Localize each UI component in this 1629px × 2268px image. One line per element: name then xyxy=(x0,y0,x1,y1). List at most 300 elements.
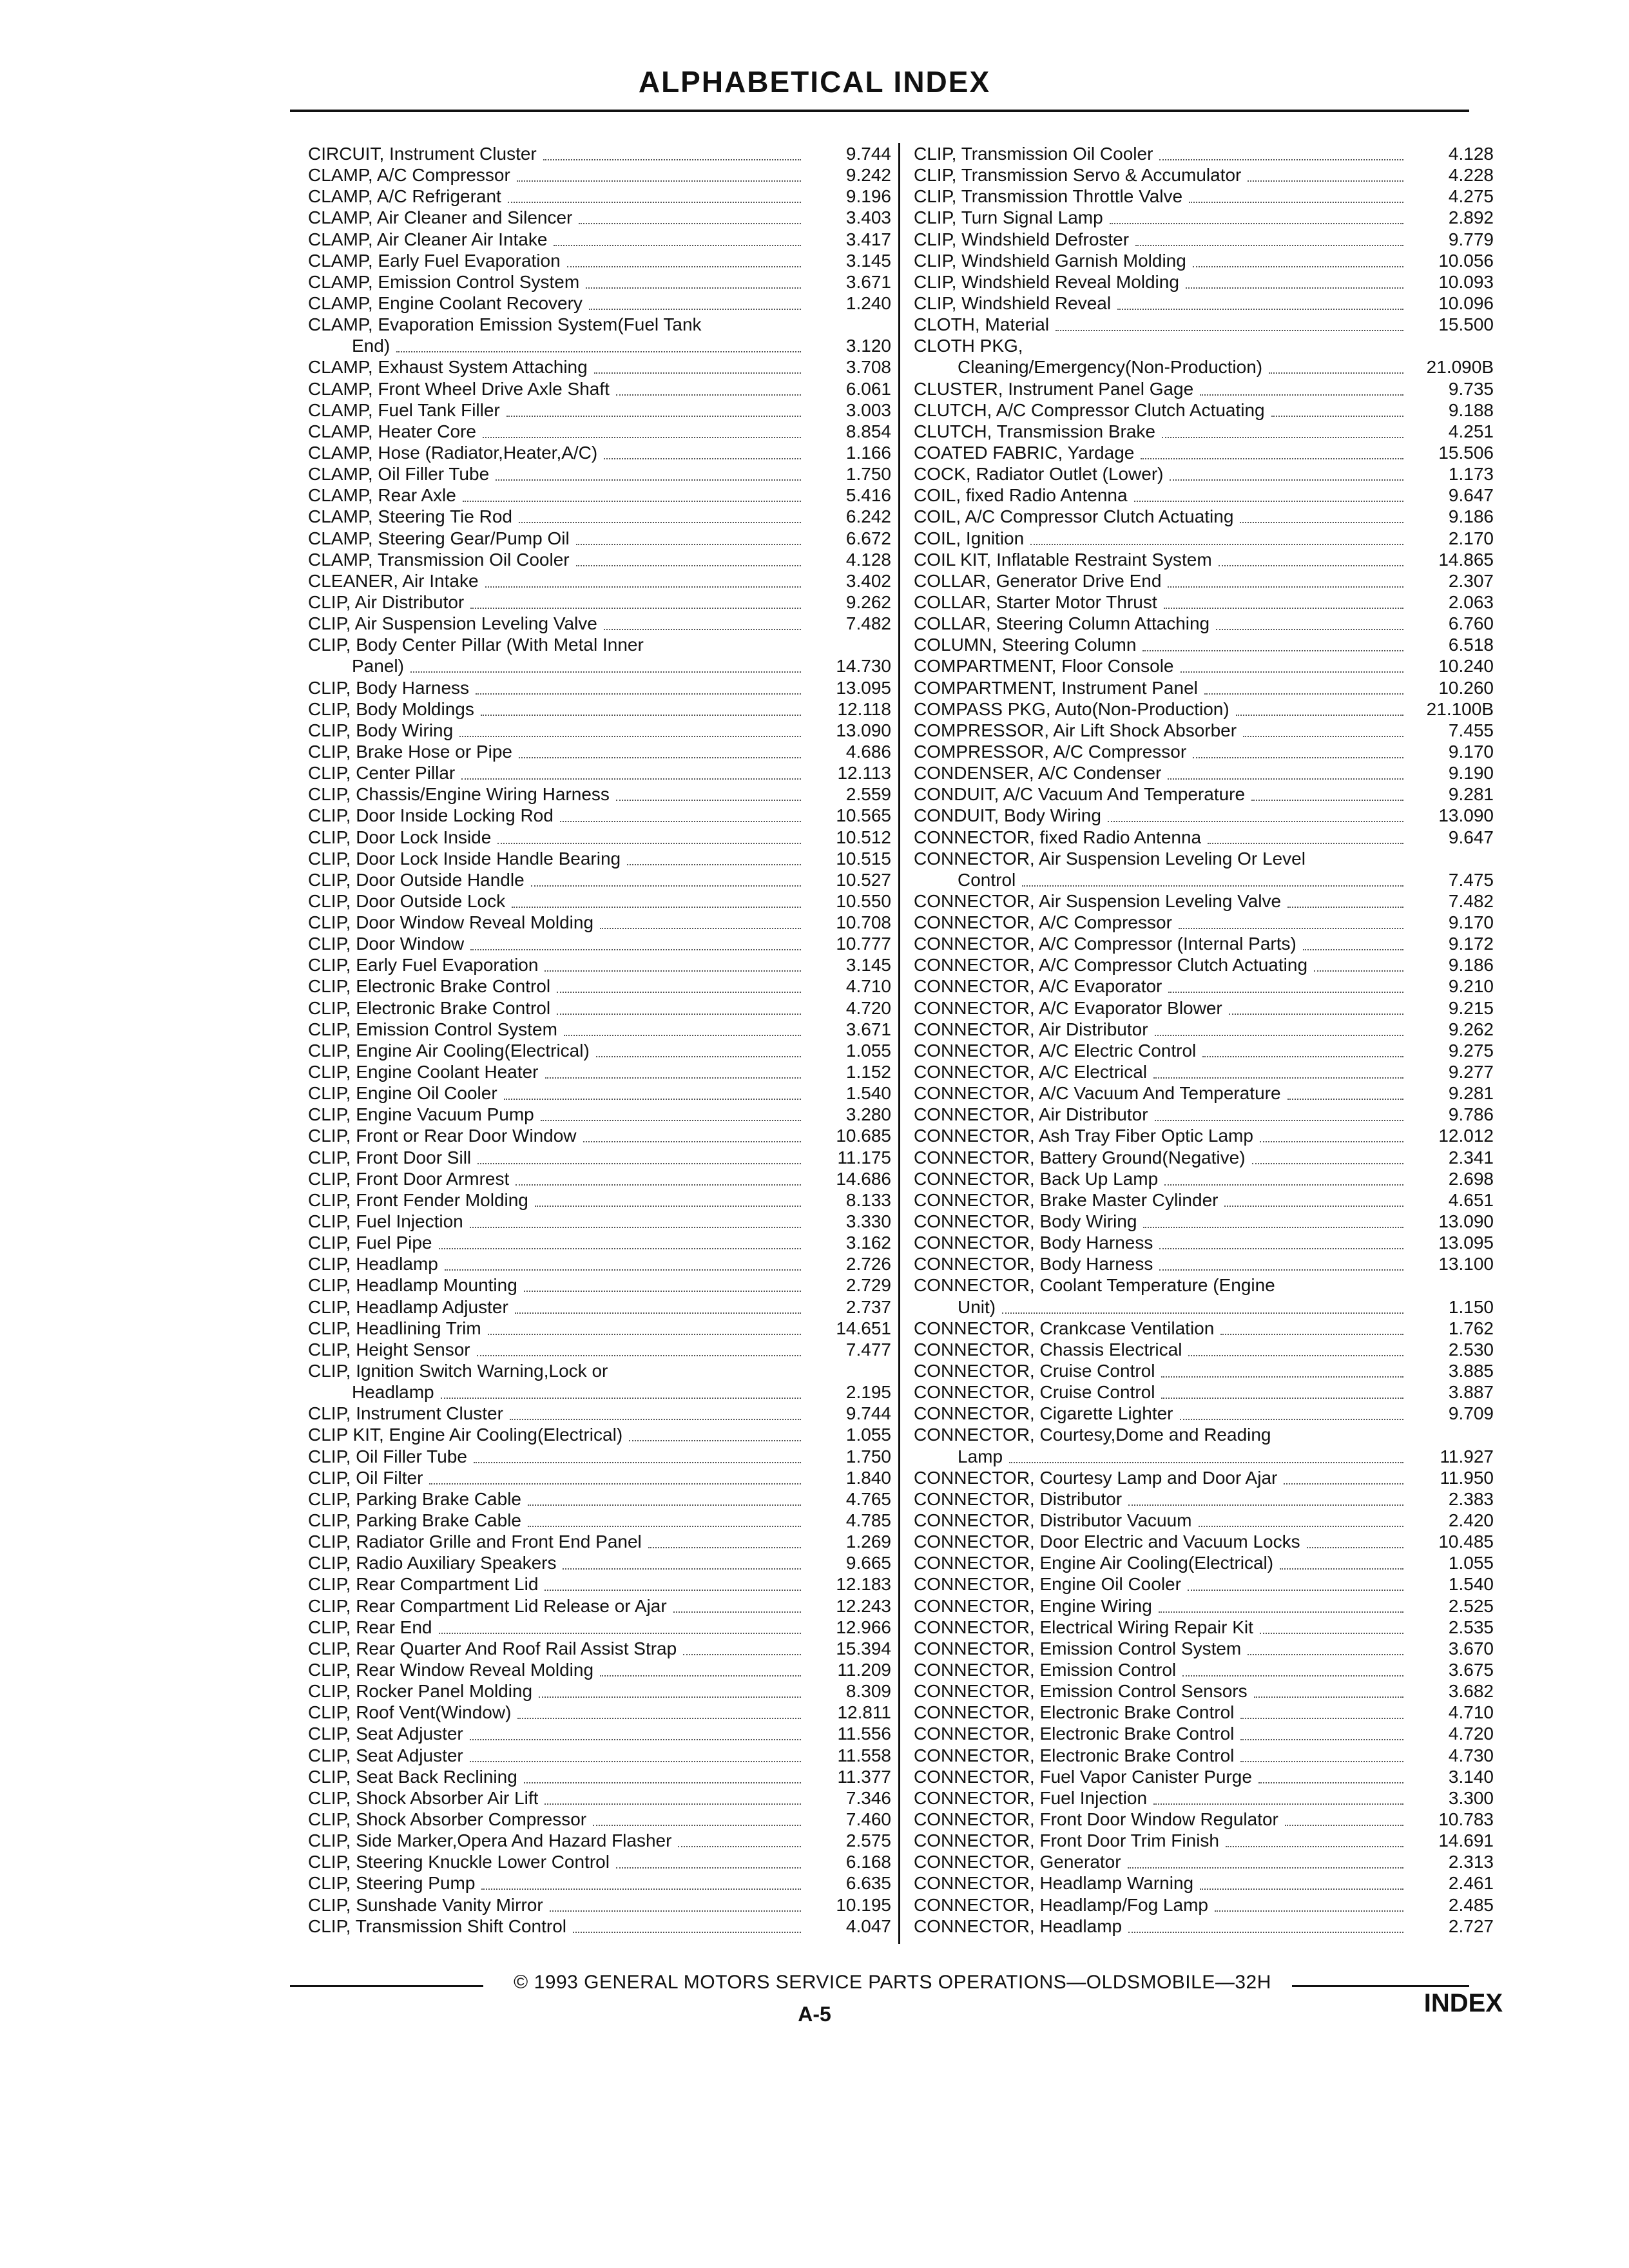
index-entry xyxy=(914,485,1494,506)
entry-page-ref: 2.737 xyxy=(845,1296,891,1317)
dot-leader xyxy=(1243,715,1403,737)
entry-page-ref: 10.260 xyxy=(1438,677,1494,698)
index-entry xyxy=(914,762,1494,783)
entry-page-ref: 11.950 xyxy=(1440,1467,1494,1488)
dot-leader xyxy=(593,1803,801,1826)
dot-leader xyxy=(470,1206,801,1228)
dot-leader xyxy=(1269,351,1403,374)
entry-name: CLIP, Body Harness xyxy=(308,677,470,698)
index-entry xyxy=(914,1872,1494,1894)
page-title: ALPHABETICAL INDEX xyxy=(638,65,991,99)
entry-name: CLIP, Body Moldings xyxy=(308,698,474,719)
dot-leader xyxy=(470,586,801,609)
entry-name: CLIP, Rear Compartment Lid xyxy=(308,1574,539,1595)
index-entry xyxy=(914,1125,1494,1146)
entry-name: COMPARTMENT, Instrument Panel xyxy=(914,677,1198,698)
entry-name: CLIP, Engine Oil Cooler xyxy=(308,1083,497,1104)
dot-leader xyxy=(1287,885,1403,908)
entry-page-ref: 3.145 xyxy=(845,955,891,975)
dot-leader xyxy=(545,949,801,972)
dot-leader xyxy=(1260,1120,1403,1142)
entry-name: CLIP, Height Sensor xyxy=(308,1339,470,1360)
entry-name: CLIP, Instrument Cluster xyxy=(308,1403,503,1424)
entry-page-ref: 3.280 xyxy=(845,1104,891,1125)
entry-page-ref: 9.281 xyxy=(1448,784,1494,805)
index-entry xyxy=(914,805,1494,826)
entry-page-ref: 2.341 xyxy=(1448,1147,1494,1168)
entry-name: CONNECTOR, Air Distributor xyxy=(914,1104,1148,1125)
entry-name: CLUSTER, Instrument Panel Gage xyxy=(914,378,1194,399)
dot-leader xyxy=(564,1014,801,1036)
entry-page-ref: 11.556 xyxy=(837,1724,891,1744)
entry-name: CLIP, Seat Adjuster xyxy=(308,1724,463,1744)
entry-page-ref: 1.540 xyxy=(1448,1574,1494,1595)
entry-name: CLIP, Radiator Grille and Front End Panel xyxy=(308,1532,642,1552)
index-entry xyxy=(914,1168,1494,1189)
index-entry xyxy=(308,421,891,442)
entry-name: CONNECTOR, Headlamp/Fog Lamp xyxy=(914,1894,1208,1915)
entry-name: CLIP, Windshield Reveal xyxy=(914,293,1112,313)
entry-name: CLIP, Steering Pump xyxy=(308,1873,476,1894)
entry-name: CLIP, Headlamp Mounting xyxy=(308,1275,517,1296)
dot-leader xyxy=(463,479,801,502)
entry-page-ref: 10.056 xyxy=(1438,250,1494,271)
entry-name: CLIP, Rear Window Reveal Molding xyxy=(308,1659,594,1680)
entry-page-ref: 9.786 xyxy=(1448,1104,1494,1125)
entry-page-ref: 12.811 xyxy=(837,1702,891,1723)
entry-page-ref: 10.777 xyxy=(836,934,891,954)
entry-page-ref: 7.460 xyxy=(845,1809,891,1829)
entry-name: CLUTCH, A/C Compressor Clutch Actuating xyxy=(914,399,1265,420)
dot-leader xyxy=(445,1248,801,1271)
dot-leader xyxy=(1220,1312,1403,1335)
entry-page-ref: 6.242 xyxy=(845,506,891,527)
dot-leader xyxy=(1189,180,1403,203)
dot-leader xyxy=(1252,1142,1403,1164)
dot-leader xyxy=(524,1761,801,1783)
entry-page-ref: 3.003 xyxy=(845,399,891,420)
entry-page-ref: 2.307 xyxy=(1448,570,1494,591)
dot-leader xyxy=(539,1675,801,1698)
footer-rule-right xyxy=(1292,1985,1469,1987)
dot-leader xyxy=(1193,245,1403,267)
dot-leader xyxy=(1181,650,1403,673)
dot-leader xyxy=(1022,864,1403,887)
dot-leader xyxy=(470,928,801,950)
entry-name: COLLAR, Starter Motor Thrust xyxy=(914,591,1157,612)
dot-leader xyxy=(1143,1206,1403,1228)
entry-name: CONNECTOR, Engine Wiring xyxy=(914,1595,1152,1616)
entry-name: CONNECTOR, Fuel Vapor Canister Purge xyxy=(914,1766,1252,1787)
entry-page-ref: 12.966 xyxy=(836,1617,891,1637)
dot-leader xyxy=(481,1867,801,1890)
dot-leader xyxy=(1200,373,1403,396)
index-entry xyxy=(914,1531,1494,1552)
entry-page-ref: 3.675 xyxy=(1448,1659,1494,1680)
entry-page-ref: 1.840 xyxy=(845,1467,891,1488)
entry-page-ref: 10.527 xyxy=(836,869,891,890)
entry-name: CLEANER, Air Intake xyxy=(308,570,479,591)
entry-name: CONNECTOR, Distributor Vacuum xyxy=(914,1510,1192,1530)
dot-leader xyxy=(586,266,801,289)
index-entry xyxy=(308,1830,891,1851)
dot-leader xyxy=(1161,1376,1403,1399)
entry-name: CLAMP, Evaporation Emission System(Fuel Tank xyxy=(308,314,702,335)
entry-page-ref: 3.708 xyxy=(845,357,891,378)
entry-name: CLIP, Door Outside Lock xyxy=(308,890,506,911)
index-entry xyxy=(914,869,1494,890)
entry-name: CLIP, Rocker Panel Molding xyxy=(308,1681,533,1702)
dot-leader xyxy=(600,1654,801,1677)
entry-name: CLIP, Shock Absorber Air Lift xyxy=(308,1787,539,1808)
entry-name: End) xyxy=(352,336,390,356)
entry-name: CLAMP, A/C Refrigerant xyxy=(308,186,501,207)
dot-leader xyxy=(483,416,801,438)
dot-leader xyxy=(616,778,801,801)
entry-page-ref: 13.095 xyxy=(1438,1233,1494,1253)
entry-name: CLAMP, Heater Core xyxy=(308,421,476,441)
dot-leader xyxy=(512,885,801,908)
dot-leader xyxy=(476,672,801,695)
entry-page-ref: 13.090 xyxy=(836,720,891,740)
dot-leader xyxy=(1009,1441,1403,1463)
entry-page-ref: 3.145 xyxy=(845,250,891,271)
entry-name: CLIP, Shock Absorber Compressor xyxy=(308,1809,587,1829)
entry-page-ref: 12.243 xyxy=(836,1595,891,1616)
entry-name: CONNECTOR, Door Electric and Vacuum Locks xyxy=(914,1532,1300,1552)
entry-page-ref: 12.118 xyxy=(837,698,891,719)
entry-page-ref: 10.515 xyxy=(836,848,891,869)
dot-leader xyxy=(604,437,801,459)
dot-leader xyxy=(1260,1611,1403,1634)
entry-page-ref: 2.485 xyxy=(1448,1894,1494,1915)
entry-page-ref: 12.183 xyxy=(836,1574,891,1595)
entry-page-ref: 6.168 xyxy=(845,1852,891,1872)
entry-name: CLAMP, Air Cleaner Air Intake xyxy=(308,229,548,249)
entry-page-ref: 10.512 xyxy=(836,827,891,847)
entry-name: CONNECTOR, A/C Electrical xyxy=(914,1062,1147,1082)
entry-page-ref: 1.055 xyxy=(845,1425,891,1445)
entry-page-ref: 9.281 xyxy=(1448,1083,1494,1104)
entry-page-ref: 4.710 xyxy=(845,976,891,997)
dot-leader xyxy=(596,1035,801,1057)
index-entry xyxy=(308,827,891,848)
entry-page-ref: 2.726 xyxy=(845,1254,891,1274)
index-entry xyxy=(914,314,1494,335)
index-entry xyxy=(308,1916,891,1937)
entry-name: CLIP, Turn Signal Lamp xyxy=(914,207,1103,228)
dot-leader xyxy=(1030,523,1403,545)
entry-page-ref: 9.262 xyxy=(845,591,891,612)
entry-name: CLIP, Engine Vacuum Pump xyxy=(308,1104,534,1125)
index-entry xyxy=(914,1403,1494,1424)
entry-page-ref: 2.195 xyxy=(845,1382,891,1403)
entry-name: CLIP, Center Pillar xyxy=(308,763,456,783)
entry-page-ref: 3.885 xyxy=(1448,1361,1494,1381)
dot-leader xyxy=(1240,1740,1403,1762)
entry-page-ref: 1.750 xyxy=(845,1446,891,1466)
dot-leader xyxy=(1155,1014,1403,1036)
entry-page-ref: 3.162 xyxy=(845,1233,891,1253)
entry-page-ref: 3.120 xyxy=(845,336,891,356)
entry-name: CONDUIT, Body Wiring xyxy=(914,805,1101,826)
dot-leader xyxy=(1258,1761,1403,1783)
entry-name: CLAMP, Oil Filler Tube xyxy=(308,464,490,485)
entry-name: CLIP, Oil Filler Tube xyxy=(308,1446,467,1466)
dot-leader xyxy=(1155,1099,1403,1121)
dot-leader xyxy=(516,1163,801,1186)
dot-leader xyxy=(1215,1889,1403,1912)
dot-leader xyxy=(1168,970,1403,993)
dot-leader xyxy=(1186,266,1403,289)
entry-name: CLIP, Door Window Reveal Molding xyxy=(308,912,594,933)
dot-leader xyxy=(474,1441,801,1463)
entry-name: CLAMP, Transmission Oil Cooler xyxy=(308,549,570,570)
entry-page-ref: 6.635 xyxy=(845,1873,891,1894)
entry-name: CONNECTOR, Crankcase Ventilation xyxy=(914,1318,1215,1338)
entry-name: COCK, Radiator Outlet (Lower) xyxy=(914,464,1164,485)
dot-leader xyxy=(1159,1248,1403,1271)
entry-page-ref: 1.540 xyxy=(845,1083,891,1104)
entry-name: CLIP, Door Outside Handle xyxy=(308,869,525,890)
entry-page-ref: 10.195 xyxy=(836,1894,891,1915)
entry-page-ref: 4.686 xyxy=(845,741,891,762)
index-entry xyxy=(308,1617,891,1638)
dot-leader xyxy=(541,1099,801,1121)
dot-leader xyxy=(1135,224,1403,246)
dot-leader xyxy=(1271,394,1403,417)
entry-name: CLIP, Body Center Pillar (With Metal Inner xyxy=(308,635,644,655)
entry-page-ref: 2.461 xyxy=(1448,1873,1494,1894)
entry-page-ref: 2.313 xyxy=(1448,1852,1494,1872)
entry-name: CONNECTOR, Engine Oil Cooler xyxy=(914,1574,1181,1595)
entry-page-ref: 4.275 xyxy=(1448,186,1494,207)
entry-name: COIL, A/C Compressor Clutch Actuating xyxy=(914,506,1234,527)
page-number: A-5 xyxy=(798,2003,831,2026)
dot-leader xyxy=(576,523,801,545)
entry-name: CIRCUIT, Instrument Cluster xyxy=(308,144,537,164)
index-entry xyxy=(914,1680,1494,1702)
entry-name: CONNECTOR, Body Harness xyxy=(914,1233,1153,1253)
index-entry xyxy=(914,1702,1494,1723)
dot-leader xyxy=(550,1889,801,1912)
entry-name: CLIP, Electronic Brake Control xyxy=(308,997,551,1018)
entry-name: CLIP, Seat Adjuster xyxy=(308,1745,463,1765)
entry-name: CONNECTOR, Coolant Temperature (Engine xyxy=(914,1275,1275,1296)
entry-page-ref: 4.128 xyxy=(1448,144,1494,164)
entry-name: CLIP, Windshield Garnish Molding xyxy=(914,250,1186,271)
dot-leader xyxy=(1168,565,1403,588)
dot-leader xyxy=(557,992,801,1015)
entry-name: CLIP, Brake Hose or Pipe xyxy=(308,741,512,762)
entry-name: CLIP, Emission Control System xyxy=(308,1019,557,1039)
entry-page-ref: 3.671 xyxy=(845,1019,891,1039)
dot-leader xyxy=(504,1077,801,1100)
dot-leader xyxy=(410,650,801,673)
dot-leader xyxy=(1108,800,1403,822)
entry-name: CONNECTOR, Brake Master Cylinder xyxy=(914,1189,1219,1210)
dot-leader xyxy=(510,1398,801,1420)
index-entry xyxy=(914,591,1494,613)
dot-leader xyxy=(496,458,801,481)
entry-page-ref: 7.455 xyxy=(1448,720,1494,740)
dot-leader xyxy=(1202,1035,1403,1057)
entry-page-ref: 9.196 xyxy=(845,186,891,207)
dot-leader xyxy=(1164,1163,1403,1186)
entry-page-ref: 10.708 xyxy=(836,912,891,933)
dot-leader xyxy=(1240,501,1403,523)
dot-leader xyxy=(1128,1910,1403,1933)
entry-page-ref: 7.482 xyxy=(1448,890,1494,911)
entry-name: CLIP, Rear Compartment Lid Release or Ajar xyxy=(308,1595,667,1616)
dot-leader xyxy=(629,1419,801,1441)
dot-leader xyxy=(616,1846,801,1869)
entry-page-ref: 2.729 xyxy=(845,1275,891,1296)
index-entry xyxy=(914,1659,1494,1680)
entry-name: CONNECTOR, Courtesy,Dome and Reading xyxy=(914,1425,1271,1445)
entry-name: CLIP, Door Lock Inside xyxy=(308,827,492,847)
index-entry xyxy=(914,1595,1494,1617)
dot-leader xyxy=(554,224,801,246)
entry-name: CONNECTOR, A/C Compressor xyxy=(914,912,1172,933)
entry-name: CONNECTOR, Fuel Injection xyxy=(914,1787,1148,1808)
index-entry xyxy=(308,613,891,634)
index-entry xyxy=(308,293,891,314)
dot-leader xyxy=(678,1825,801,1847)
dot-leader xyxy=(589,287,801,310)
index-entry xyxy=(914,1104,1494,1125)
entry-page-ref: 4.730 xyxy=(1448,1745,1494,1765)
entry-page-ref: 8.854 xyxy=(845,421,891,441)
dot-leader xyxy=(1168,757,1403,780)
dot-leader xyxy=(583,1120,801,1142)
entry-name: CONNECTOR, Cigarette Lighter xyxy=(914,1403,1173,1424)
entry-name: CONDUIT, A/C Vacuum And Temperature xyxy=(914,784,1246,805)
entry-name: COLLAR, Generator Drive End xyxy=(914,570,1162,591)
dot-leader xyxy=(515,1291,801,1314)
entry-name: CONNECTOR, A/C Evaporator xyxy=(914,976,1162,997)
entry-page-ref: 1.152 xyxy=(845,1062,891,1082)
entry-page-ref: 4.228 xyxy=(1448,165,1494,186)
entry-page-ref: 2.530 xyxy=(1448,1339,1494,1360)
entry-name: CLAMP, Engine Coolant Recovery xyxy=(308,293,583,313)
dot-leader xyxy=(1179,907,1403,929)
entry-page-ref: 9.779 xyxy=(1448,229,1494,249)
index-entry xyxy=(914,335,1494,356)
entry-page-ref: 10.685 xyxy=(836,1126,891,1146)
entry-page-ref: 9.744 xyxy=(845,1403,891,1424)
entry-page-ref: 10.565 xyxy=(836,805,891,826)
entry-name: COLUMN, Steering Column xyxy=(914,635,1137,655)
entry-name: CONNECTOR, Electronic Brake Control xyxy=(914,1724,1235,1744)
index-entry xyxy=(308,591,891,613)
entry-name: CLIP, Door Lock Inside Handle Bearing xyxy=(308,848,621,869)
column-divider xyxy=(898,143,900,1944)
entry-page-ref: 11.558 xyxy=(837,1745,891,1765)
entry-name: CLAMP, Steering Tie Rod xyxy=(308,506,512,527)
entry-name: CLAMP, Fuel Tank Filler xyxy=(308,399,500,420)
dot-leader xyxy=(627,843,801,865)
entry-page-ref: 9.647 xyxy=(1448,827,1494,847)
entry-page-ref: 1.750 xyxy=(845,464,891,485)
entry-name: CONNECTOR, Battery Ground(Negative) xyxy=(914,1147,1246,1168)
entry-name: CLIP, Ignition Switch Warning,Lock or xyxy=(308,1361,608,1381)
entry-page-ref: 1.269 xyxy=(845,1532,891,1552)
entry-page-ref: 14.730 xyxy=(836,656,891,677)
entry-name: CONNECTOR, Engine Air Cooling(Electrical) xyxy=(914,1553,1274,1573)
entry-page-ref: 7.475 xyxy=(1448,869,1494,890)
dot-leader xyxy=(1240,1696,1403,1719)
dot-leader xyxy=(1117,287,1403,310)
index-entry xyxy=(914,528,1494,549)
entry-name: CLIP, Windshield Reveal Molding xyxy=(914,271,1179,292)
dot-leader xyxy=(1219,544,1403,566)
entry-page-ref: 15.506 xyxy=(1438,442,1494,463)
index-entry xyxy=(914,1916,1494,1937)
dot-leader xyxy=(459,715,801,737)
dot-leader xyxy=(576,544,801,566)
entry-name: CLIP, Headlamp xyxy=(308,1254,438,1274)
entry-page-ref: 9.242 xyxy=(845,165,891,186)
dot-leader xyxy=(1229,992,1403,1015)
entry-page-ref: 11.175 xyxy=(837,1147,891,1168)
entry-name: CLIP, Sunshade Vanity Mirror xyxy=(308,1894,543,1915)
entry-name: CONNECTOR, Headlamp xyxy=(914,1916,1123,1936)
entry-page-ref: 2.535 xyxy=(1448,1617,1494,1637)
entry-name: CONNECTOR, A/C Compressor (Internal Parts) xyxy=(914,934,1296,954)
entry-name: CLUTCH, Transmission Brake xyxy=(914,421,1155,441)
entry-name: CLAMP, Steering Gear/Pump Oil xyxy=(308,528,570,548)
index-entry xyxy=(308,762,891,783)
entry-name: CONNECTOR, Body Harness xyxy=(914,1254,1153,1274)
entry-page-ref: 4.128 xyxy=(845,549,891,570)
entry-name: COATED FABRIC, Yardage xyxy=(914,442,1135,463)
dot-leader xyxy=(616,373,801,396)
entry-name: CLAMP, Front Wheel Drive Axle Shaft xyxy=(308,378,610,399)
dot-leader xyxy=(543,138,801,160)
entry-page-ref: 14.691 xyxy=(1438,1831,1494,1851)
entry-page-ref: 9.735 xyxy=(1448,378,1494,399)
entry-page-ref: 6.760 xyxy=(1448,613,1494,634)
entry-name: CLAMP, Exhaust System Attaching xyxy=(308,357,588,378)
index-column-left xyxy=(308,143,891,1937)
entry-name: COLLAR, Steering Column Attaching xyxy=(914,613,1210,634)
entry-page-ref: 2.727 xyxy=(1448,1916,1494,1936)
entry-page-ref: 2.575 xyxy=(845,1831,891,1851)
dot-leader xyxy=(545,1782,801,1805)
entry-name: CONNECTOR, Ash Tray Fiber Optic Lamp xyxy=(914,1126,1253,1146)
entry-name: Panel) xyxy=(352,656,404,677)
index-entry xyxy=(914,975,1494,997)
index-entry xyxy=(914,1787,1494,1809)
dot-leader xyxy=(1248,159,1403,182)
dot-leader xyxy=(477,1142,801,1164)
entry-page-ref: 9.170 xyxy=(1448,741,1494,762)
footer-copyright: © 1993 GENERAL MOTORS SERVICE PARTS OPERATIONS—OLDSMOBILE—32H xyxy=(514,1972,1271,1993)
dot-leader xyxy=(567,245,801,267)
entry-name: COMPRESSOR, A/C Compressor xyxy=(914,741,1187,762)
entry-name: CONNECTOR, A/C Electric Control xyxy=(914,1040,1197,1061)
dot-leader xyxy=(1153,1782,1403,1805)
dot-leader xyxy=(439,1227,801,1249)
dot-leader xyxy=(1128,1483,1403,1506)
entry-page-ref: 6.672 xyxy=(845,528,891,548)
entry-name: CLIP, Front Door Armrest xyxy=(308,1168,510,1189)
entry-name: COMPASS PKG, Auto(Non-Production) xyxy=(914,698,1229,719)
entry-page-ref: 4.047 xyxy=(845,1916,891,1936)
entry-name: CONDENSER, A/C Condenser xyxy=(914,763,1162,783)
index-entry xyxy=(308,1809,891,1830)
